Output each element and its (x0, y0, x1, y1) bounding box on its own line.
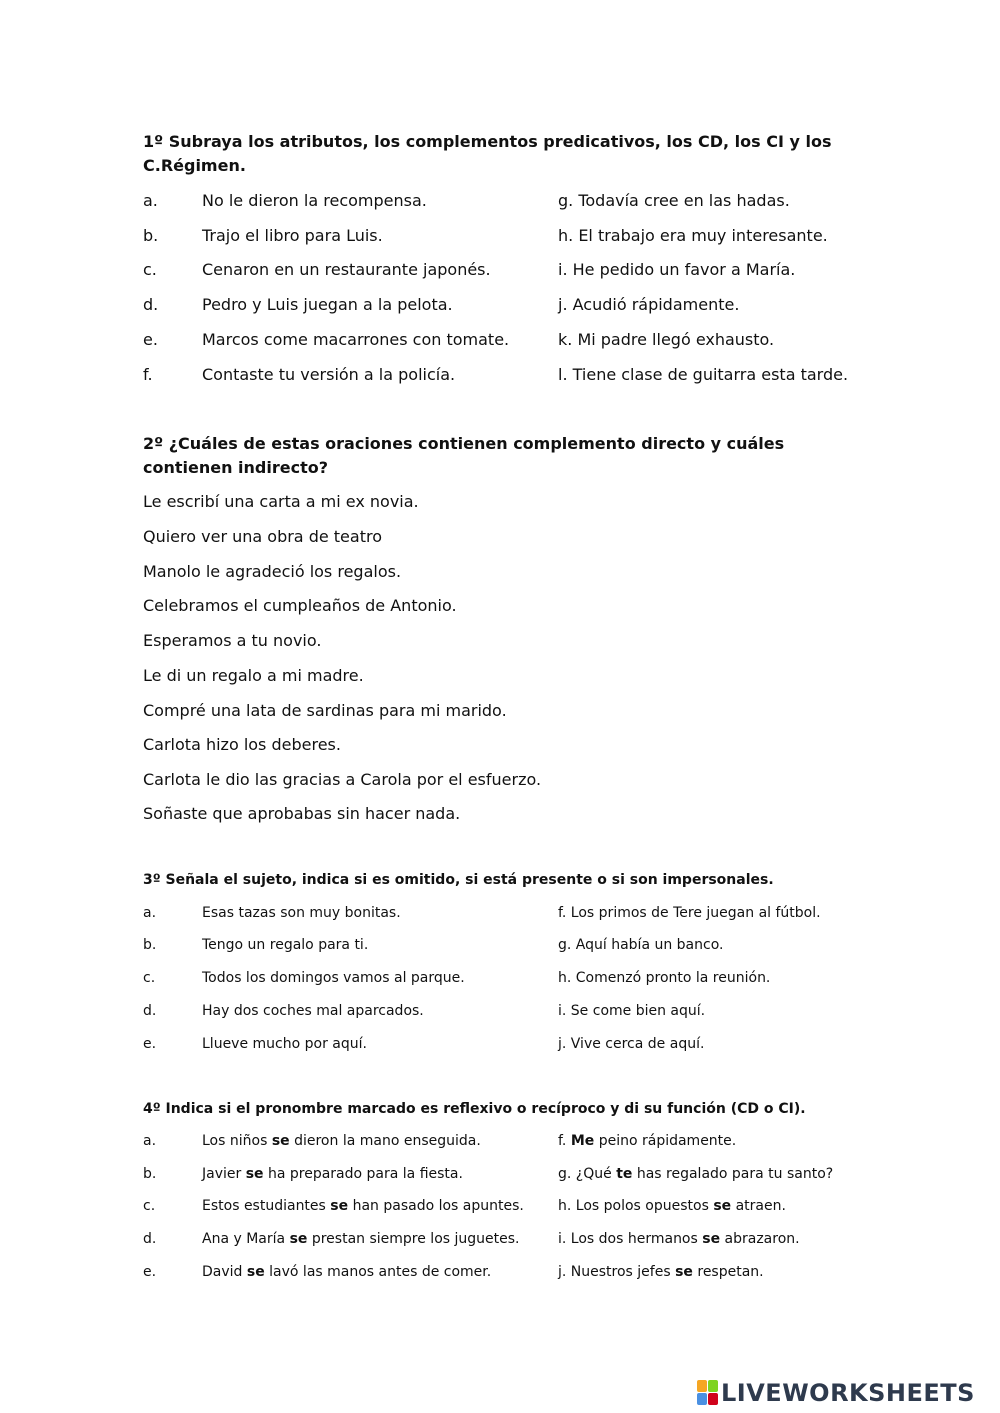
marked-pronoun: se (271, 1133, 290, 1149)
list-item: e. Marcos come macarrones con tomate. k. Mi padre llegó exhausto. (143, 330, 775, 349)
list-item: Carlota le dio las gracias a Carola por el esfuerzo. (143, 770, 542, 789)
liveworksheets-logo-icon (697, 1380, 719, 1406)
list-item: a. No le dieron la recompensa. g. Todavía cree en las hadas. (143, 191, 790, 210)
marked-pronoun: se (702, 1231, 721, 1247)
list-item: b. Javier se ha preparado para la fiesta. g. ¿Qué te has regalado para tu santo? (143, 1166, 834, 1182)
list-item: Quiero ver una obra de teatro (143, 527, 382, 546)
exercise-2-title: 2º ¿Cuáles de estas oraciones contienen complemento directo y cuáles contienen indirecto? (143, 434, 785, 477)
exercise-1-title: 1º Subraya los atributos, los complementos predicativos, los CD, los CI y los C.Régimen. (143, 132, 832, 175)
list-item: f. Contaste tu versión a la policía. l. Tiene clase de guitarra esta tarde. (143, 365, 849, 384)
marked-pronoun: se (675, 1264, 693, 1280)
marked-pronoun: se (330, 1198, 349, 1214)
list-item: e. David se lavó las manos antes de comer. j. Nuestros jefes se respetan. (143, 1264, 764, 1280)
list-item: Esperamos a tu novio. (143, 631, 322, 650)
marked-pronoun: Me (570, 1133, 595, 1149)
marked-pronoun: se (713, 1198, 732, 1214)
list-item: Le escribí una carta a mi ex novia. (143, 492, 419, 511)
list-item: Carlota hizo los deberes. (143, 735, 341, 754)
list-item: a. Esas tazas son muy bonitas. f. Los primos de Tere juegan al fútbol. (143, 905, 821, 921)
exercise-4-title: 4º Indica si el pronombre marcado es reflexivo o recíproco y di su función (CD o CI). (143, 1101, 806, 1117)
list-item: Soñaste que aprobabas sin hacer nada. (143, 804, 461, 823)
list-item: Celebramos el cumpleaños de Antonio. (143, 596, 457, 615)
liveworksheets-logo (697, 1378, 975, 1408)
exercise-3-title: 3º Señala el sujeto, indica si es omitido, si está presente o si son impersonales. (143, 872, 774, 888)
marked-pronoun: se (245, 1166, 264, 1182)
list-item: c. Todos los domingos vamos al parque. h. Comenzó pronto la reunión. (143, 970, 771, 986)
list-item: Le di un regalo a mi madre. (143, 666, 364, 685)
list-item: Compré una lata de sardinas para mi marido. (143, 701, 507, 720)
list-item: c. Cenaron en un restaurante japonés. i. He pedido un favor a María. (143, 260, 796, 279)
list-item: b. Tengo un regalo para ti. g. Aquí había un banco. (143, 937, 724, 953)
list-item: e. Llueve mucho por aquí. j. Vive cerca de aquí. (143, 1036, 705, 1052)
list-item: a. Los niños se dieron la mano enseguida. f. Me peino rápidamente. (143, 1133, 737, 1149)
marked-pronoun: te (616, 1166, 633, 1182)
list-item: b. Trajo el libro para Luis. h. El trabajo era muy interesante. (143, 226, 828, 245)
list-item: c. Estos estudiantes se han pasado los apuntes. h. Los polos opuestos se atraen. (143, 1198, 786, 1214)
marked-pronoun: se (246, 1264, 265, 1280)
list-item: d. Pedro y Luis juegan a la pelota. j. Acudió rápidamente. (143, 295, 740, 314)
marked-pronoun: se (289, 1231, 308, 1247)
list-item: d. Hay dos coches mal aparcados. i. Se come bien aquí. (143, 1003, 706, 1019)
list-item: Manolo le agradeció los regalos. (143, 562, 402, 581)
logo-wordmark: LIVEWORKSHEETS (721, 1379, 975, 1407)
list-item: d. Ana y María se prestan siempre los juguetes. i. Los dos hermanos se abrazaron. (143, 1231, 800, 1247)
